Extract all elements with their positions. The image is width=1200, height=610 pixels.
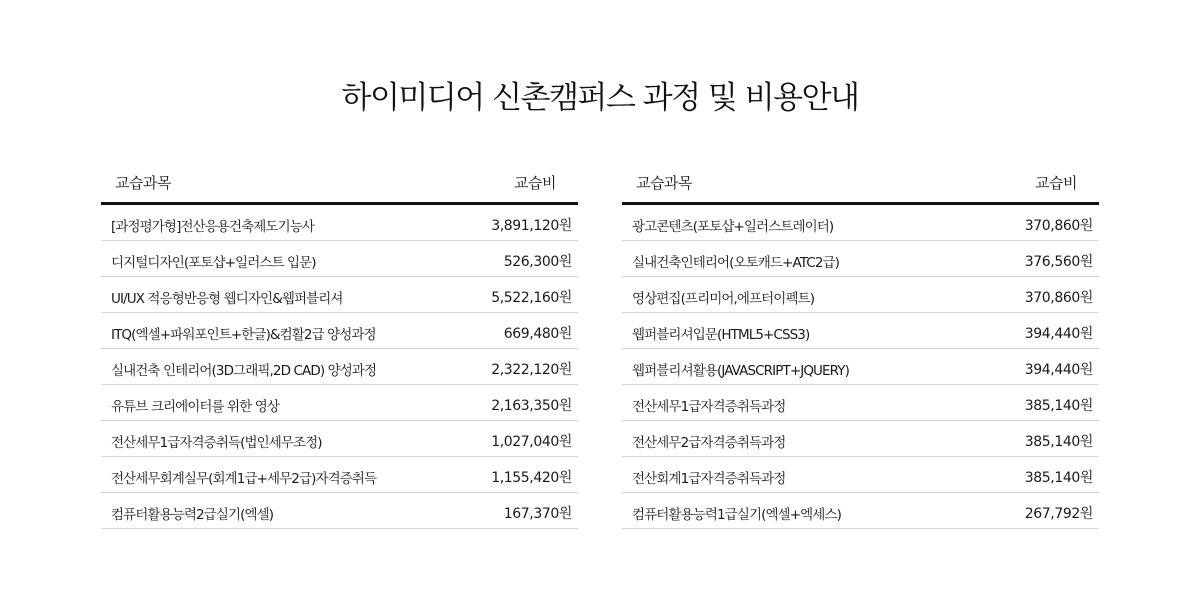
course-name: 전산세무1급자격증취득(법인세무조정): [111, 435, 322, 451]
course-fee: 394,440원: [1024, 326, 1093, 342]
course-fee: 385,140원: [1024, 470, 1093, 486]
course-name: 디지털디자인(포토샵+일러스트 입문): [111, 255, 316, 271]
table-row: [101, 313, 578, 349]
course-name: 전산세무2급자격증취득과정: [632, 435, 786, 451]
course-fee: 370,860원: [1024, 290, 1093, 306]
column-header-fee: 교습비: [1035, 174, 1077, 192]
table-row: [101, 241, 578, 277]
course-fee: 3,891,120원: [491, 218, 572, 234]
course-name: 전산회계1급자격증취득과정: [632, 471, 786, 487]
column-header-course: 교습과목: [115, 174, 171, 192]
course-name: 영상편집(프리미어,에프터이펙트): [632, 291, 815, 307]
course-name: 전산세무회계실무(회계1급+세무2급)자격증취득: [111, 471, 377, 487]
table-row: [622, 457, 1099, 493]
course-name: UI/UX 적응형반응형 웹디자인&웹퍼블리셔: [111, 291, 343, 307]
table-header: [101, 158, 578, 205]
course-name: 컴퓨터활용능력1급실기(엑셀+엑세스): [632, 507, 841, 523]
price-table-right: [622, 158, 1099, 529]
course-fee: 370,860원: [1024, 218, 1093, 234]
page-title: 하이미디어 신촌캠퍼스 과정 및 비용안내: [341, 80, 859, 116]
table-row: [101, 421, 578, 457]
course-name: 전산세무1급자격증취득과정: [632, 399, 786, 415]
table-row: [101, 205, 578, 241]
course-name: 웹퍼블리셔입문(HTML5+CSS3): [632, 327, 810, 343]
table-row: [622, 313, 1099, 349]
table-row: [622, 277, 1099, 313]
table-row: [101, 385, 578, 421]
course-fee: 167,370원: [503, 506, 572, 522]
table-row: [622, 493, 1099, 529]
course-fee: 669,480원: [503, 326, 572, 342]
course-name: [과정평가형]전산응용건축제도기능사: [111, 219, 314, 235]
table-row: [101, 493, 578, 529]
course-fee: 1,027,040원: [491, 434, 572, 450]
table-header: [622, 158, 1099, 205]
table-row: [622, 205, 1099, 241]
course-name: 광고콘텐츠(포토샵+일러스트레이터): [632, 219, 834, 235]
table-row: [622, 349, 1099, 385]
course-fee: 5,522,160원: [491, 290, 572, 306]
table-row: [622, 241, 1099, 277]
table-row: [101, 277, 578, 313]
course-name: 실내건축 인테리어(3D그래픽,2D CAD) 양성과정: [111, 363, 377, 379]
course-fee: 394,440원: [1024, 362, 1093, 378]
column-header-fee: 교습비: [514, 174, 556, 192]
course-name: ITQ(엑셀+파워포인트+한글)&컴활2급 양성과정: [111, 327, 376, 343]
course-fee: 2,163,350원: [491, 398, 572, 414]
course-fee: 376,560원: [1024, 254, 1093, 270]
table-row: [101, 349, 578, 385]
course-name: 웹퍼블리셔활용(JAVASCRIPT+JQUERY): [632, 363, 849, 379]
table-row: [101, 457, 578, 493]
course-fee: 2,322,120원: [491, 362, 572, 378]
course-fee: 385,140원: [1024, 434, 1093, 450]
column-header-course: 교습과목: [636, 174, 692, 192]
course-fee: 267,792원: [1024, 506, 1093, 522]
price-table-left: [101, 158, 578, 529]
course-name: 유튜브 크리에이터를 위한 영상: [111, 399, 280, 415]
course-fee: 385,140원: [1024, 398, 1093, 414]
course-fee: 1,155,420원: [491, 470, 572, 486]
table-row: [622, 421, 1099, 457]
course-name: 실내건축인테리어(오토캐드+ATC2급): [632, 255, 840, 271]
course-name: 컴퓨터활용능력2급실기(엑셀): [111, 507, 274, 523]
course-fee: 526,300원: [503, 254, 572, 270]
table-row: [622, 385, 1099, 421]
